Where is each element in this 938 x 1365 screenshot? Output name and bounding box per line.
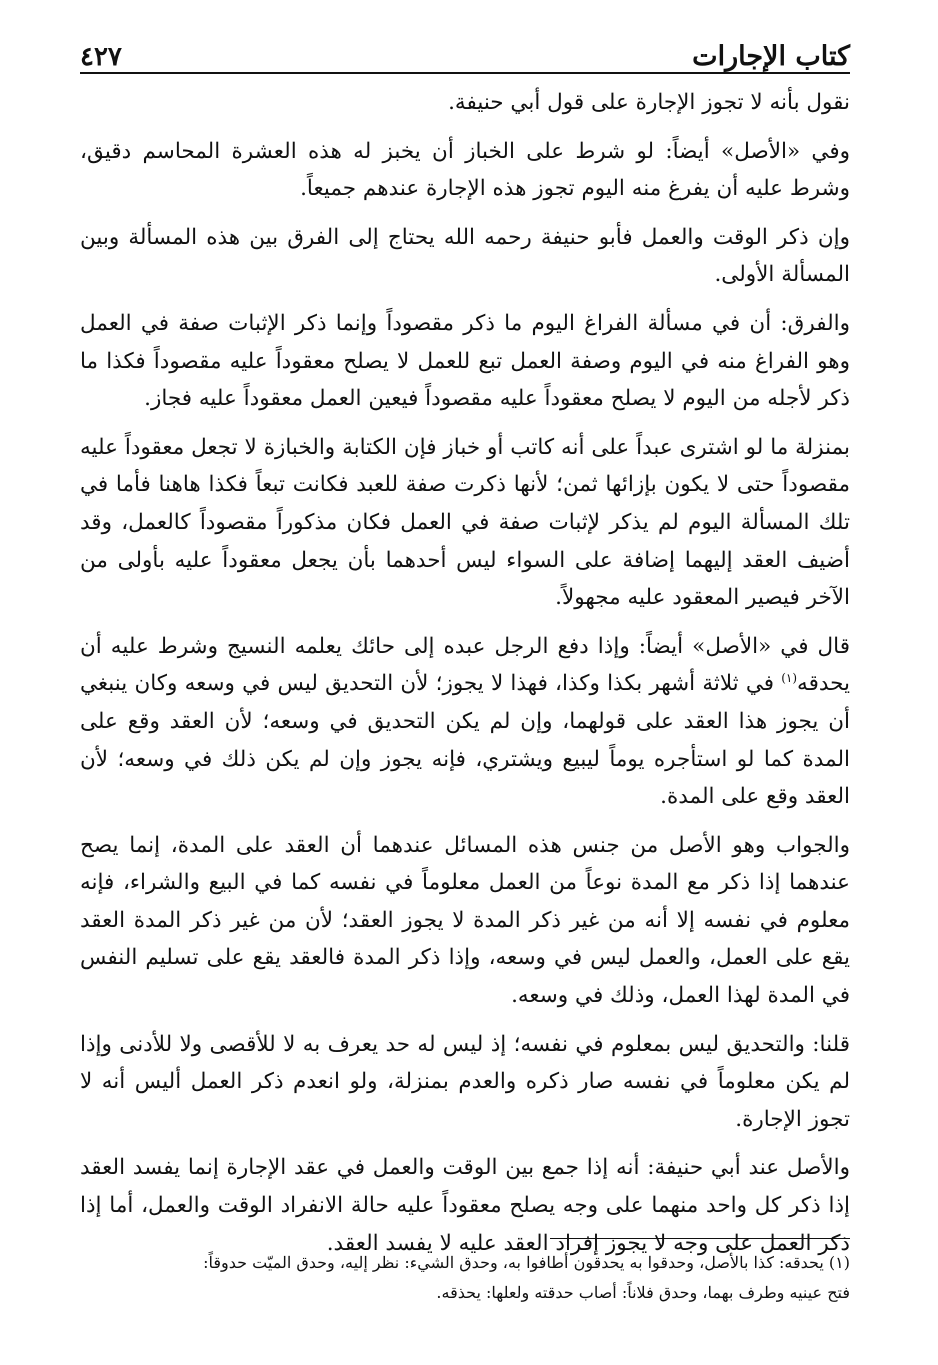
paragraph: نقول بأنه لا تجوز الإجارة على قول أبي حنيفة.	[448, 90, 850, 115]
paragraph: والجواب وهو الأصل من جنس هذه المسائل عندهما أن العقد على المدة، إنما يصح عندهما إذا ذكر مع المدة نوعاً من العمل معلوماً في نفسه كما في البيع والشراء، فإنه معلوم في نفسه إلا أنه من غير ذكر المدة لا يجوز العقد؛ لأن من غير ذكر المدة العقد يقع على العمل، والعمل ليس في وسعه، وإذا ذكر المدة فالعقد يقع على تسليم النفس في المدة لهذا العمل، وذلك في وسعه.	[80, 832, 850, 1009]
paragraph: والفرق: أن في مسألة الفراغ اليوم ما ذكر مقصوداً وإنما ذكر الإثبات صفة في العمل وهو الفراغ منه في اليوم وصفة العمل تبع للعمل لا يصلح معقوداً عليه مقصوداً فكذا ما ذكر لأجله من اليوم لا يصلح معقوداً عليه مقصوداً فيعين العمل معقوداً عليه فجاز.	[80, 310, 850, 412]
paragraph: وفي «الأصل» أيضاً: لو شرط على الخباز أن يخبز له هذه العشرة المحاسم دقيق، وشرط عليه أن يفرغ منه اليوم تجوز هذه الإجارة عندهم جميعاً.	[80, 138, 850, 202]
header-divider	[80, 72, 850, 74]
paragraph: بمنزلة ما لو اشترى عبداً على أنه كاتب أو خباز فإن الكتابة والخبازة لا تجعل معقوداً عليه مقصوداً حتى لا يكون بإزائها ثمن؛ لأنها ذكرت صفة للعبد فكانت تبعاً فكذا هاهنا فأما في تلك المسألة اليوم لم يذكر لإثبات صفة في العمل فكان مذكوراً مقصوداً كالعمل، وقد أضيف العقد إليهما إضافة على السواء ليس أحدهما بأن يجعل معقوداً عليه بأولى من الآخر فيصير المعقود عليه مجهولاً.	[80, 434, 850, 611]
page-number: ٤٢٧	[80, 42, 122, 72]
chapter-title: كتاب الإجارات	[692, 41, 850, 72]
footnote-line: (١) يحدقه: كذا بالأصل، وحدقوا به يحدقون أطافوا به، وحدق الشيء: نظر إليه، وحدق الميّت حدوقاً:	[203, 1253, 850, 1272]
footnote-line: فتح عينيه وطرف بهما، وحدق فلاناً: أصاب حدقته ولعلها: يحذقه.	[436, 1283, 850, 1302]
paragraph: وإن ذكر الوقت والعمل فأبو حنيفة رحمه الله يحتاج إلى الفرق بين هذه المسألة وبين المسألة الأولى.	[80, 224, 850, 288]
footnote-reference[interactable]: (١)	[781, 671, 798, 686]
paragraph: قلنا: والتحديق ليس بمعلوم في نفسه؛ إذ ليس له حد يعرف به لا للأقصى ولا للأدنى وإذا لم يكن معلوماً في نفسه صار ذكره والعدم بمنزلة، ولو انعدم ذكر العمل أليس أنه لا تجوز الإجارة.	[80, 1031, 850, 1132]
page-header	[80, 28, 850, 72]
footnotes	[80, 1248, 850, 1308]
paragraph: والأصل عند أبي حنيفة: أنه إذا جمع بين الوقت والعمل في عقد الإجارة إنما يفسد العقد إذا ذكر كل واحد منهما على وجه يصلح معقوداً عليه حالة الانفراد الوقت والعمل، أما إذا ذكر العمل على وجه لا يجوز إفراد العقد عليه لا يفسد العقد.	[80, 1155, 850, 1256]
main-text	[80, 84, 850, 1273]
paragraph-text: قال في «الأصل» أيضاً: وإذا دفع الرجل عبده إلى حائك يعلمه النسيج وشرط عليه أن يحدقه	[80, 633, 850, 697]
paragraph-text: في ثلاثة أشهر بكذا وكذا، فهذا لا يجوز؛ لأن التحديق ليس في وسعه وكان ينبغي أن يجوز هذا العقد على قولهما، وإن لم يكن التحديق في وسعه؛ لأن العقد وقع على المدة كما لو استأجره يوماً ليبيع ويشتري، فإنه يجوز وإن لم يكن ذلك في وسعه؛ لأن العقد وقع على المدة.	[80, 671, 850, 810]
paragraph-with-footnote	[80, 628, 850, 816]
footnote-divider	[550, 1238, 850, 1239]
